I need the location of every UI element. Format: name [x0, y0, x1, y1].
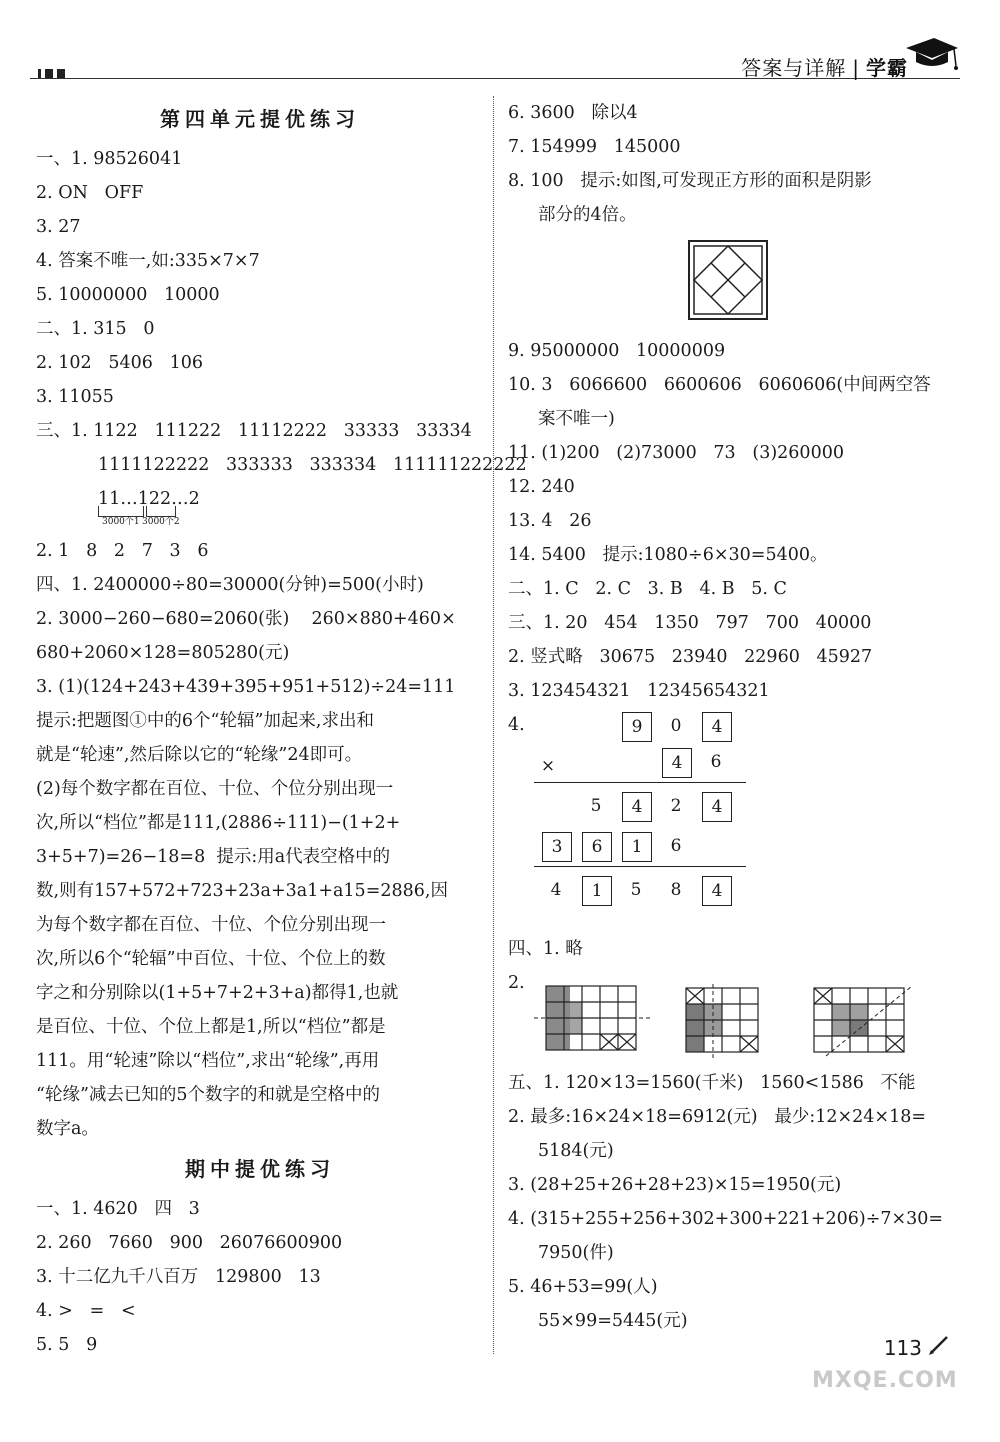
header-title: 答案与详解 | 学霸	[741, 56, 908, 80]
digit: 8	[670, 880, 682, 900]
answer-line: 3. 123454321 12345654321	[508, 681, 770, 701]
section-title-midterm: 期中提优练习	[185, 1157, 335, 1181]
answer-line: 2. 102 5406 106	[36, 353, 203, 373]
answer-line: 14. 5400 提示:1080÷6×30=5400。	[508, 545, 828, 565]
answer-line: 7. 154999 145000	[508, 137, 681, 157]
answer-line: 5. 46+53=99(人)	[508, 1277, 658, 1297]
underbrace-number: 11…122…2	[98, 489, 200, 509]
answer-line: 次,所以6个“轮辐”中百位、十位、个位上的数	[36, 949, 386, 969]
answer-line: 一、1. 98526041	[36, 149, 183, 169]
answer-line: 2. 3000−260−680=2060(张) 260×880+460×	[36, 609, 456, 629]
answer-line: 五、1. 120×13=1560(千米) 1560<1586 不能	[508, 1073, 916, 1093]
grid-figures	[508, 966, 958, 1066]
answer-line: 7950(件)	[538, 1243, 614, 1263]
answer-line: 111。用“轮速”除以“档位”,求出“轮缘”,再用	[36, 1051, 380, 1071]
answer-line: 是百位、十位、个位上都是1,所以“档位”都是	[36, 1017, 386, 1037]
underbrace-label-ones: 3000个1	[102, 517, 140, 527]
square-diagram	[688, 240, 768, 320]
digit-box: 1	[582, 876, 612, 906]
digit-box: 4	[702, 876, 732, 906]
answer-line: 1111122222 333333 333334 111111222222	[98, 455, 527, 475]
page-number: 113	[883, 1336, 922, 1360]
answer-line: 数字a。	[36, 1119, 99, 1139]
square-figure-box	[508, 232, 958, 334]
answer-line: 3. (1)(124+243+439+395+951+512)÷24=111	[36, 677, 456, 697]
left-column	[36, 96, 527, 1362]
brand-name: 学霸	[866, 56, 908, 80]
digit-box: 4	[702, 792, 732, 822]
answer-line: 5184(元)	[538, 1141, 614, 1161]
answer-line: 13. 4 26	[508, 511, 592, 531]
answer-line: 为每个数字都在百位、十位、个位分别出现一	[36, 915, 386, 935]
header-marks	[38, 64, 69, 83]
digit: 0	[670, 716, 682, 736]
answer-line: 4. > = <	[36, 1301, 136, 1321]
answer-line: 部分的4倍。	[538, 205, 637, 225]
question-number: 4.	[508, 715, 525, 735]
answer-line: 四、1. 2400000÷80=30000(分钟)=500(小时)	[36, 575, 424, 595]
answer-line: “轮缘”减去已知的5个数字的和就是空格中的	[36, 1085, 381, 1105]
answer-line: 55×99=5445(元)	[538, 1311, 688, 1331]
digit: 4	[550, 880, 562, 900]
answer-line: 9. 95000000 10000009	[508, 341, 726, 361]
answer-line: 2. 260 7660 900 26076600900	[36, 1233, 343, 1253]
answer-line: (2)每个数字都在百位、十位、个位分别出现一	[36, 779, 394, 799]
answer-line: 6. 3600 除以4	[508, 103, 638, 123]
answer-line: 二、1. C 2. C 3. B 4. B 5. C	[508, 579, 787, 599]
answer-line: 11. (1)200 (2)73000 73 (3)260000	[508, 443, 844, 463]
digit-box: 1	[622, 832, 652, 862]
answer-line: 5. 10000000 10000	[36, 285, 220, 305]
answer-line: 8. 100 提示:如图,可发现正方形的面积是阴影	[508, 171, 872, 191]
answer-line: 10. 3 6066600 6600606 6060606(中间两空答	[508, 375, 931, 395]
digit-box: 6	[582, 832, 612, 862]
answer-line: 二、1. 315 0	[36, 319, 155, 339]
right-column	[508, 96, 958, 1338]
grid-figure-1	[534, 984, 656, 1052]
answer-line: 4. 答案不唯一,如:335×7×7	[36, 251, 260, 271]
answer-line: 2. 最多:16×24×18=6912(元) 最少:12×24×18=	[508, 1107, 927, 1127]
digit: 2	[670, 796, 682, 816]
answer-line: 680+2060×128=805280(元)	[36, 643, 290, 663]
answer-line: 4. (315+255+256+302+300+221+206)÷7×30=	[508, 1209, 944, 1229]
answer-line: 字之和分别除以(1+5+7+2+3+a)都得1,也就	[36, 983, 399, 1003]
answer-line: 一、1. 4620 四 3	[36, 1199, 200, 1219]
digit-box: 4	[662, 748, 692, 778]
answer-line: 案不唯一)	[538, 409, 615, 429]
digit: 5	[590, 796, 602, 816]
grid-figure-3	[808, 984, 918, 1058]
digit-box: 4	[622, 792, 652, 822]
vertical-multiplication	[508, 708, 958, 932]
answer-line: 3. 十二亿九千八百万 129800 13	[36, 1267, 321, 1287]
answer-line: 三、1. 20 454 1350 797 700 40000	[508, 613, 872, 633]
underbrace-expression	[36, 482, 484, 534]
answer-line: 次,所以“档位”都是111,(2886÷111)−(1+2+	[36, 813, 401, 833]
answer-line: 3+5+7)=26−18=8 提示:用a代表空格中的	[36, 847, 391, 867]
digit: 6	[670, 836, 682, 856]
question-number: 2.	[508, 973, 525, 993]
answer-line: 3. 27	[36, 217, 81, 237]
underbrace-label-twos: 3000个2	[142, 517, 180, 527]
grid-figure-2	[680, 984, 772, 1058]
answer-line: 三、1. 1122 111222 11112222 33333 33334	[36, 421, 472, 441]
rule-line	[534, 866, 746, 867]
column-divider	[493, 96, 494, 1354]
answer-line: 5. 5 9	[36, 1335, 98, 1355]
times-sign: ×	[540, 756, 556, 776]
digit-box: 3	[542, 832, 572, 862]
digit: 6	[710, 752, 722, 772]
answer-line: 12. 240	[508, 477, 575, 497]
graduation-cap-icon	[904, 32, 960, 76]
answer-line: 2. 竖式略 30675 23940 22960 45927	[508, 647, 873, 667]
answer-line: 就是“轮速”,然后除以它的“轮缘”24即可。	[36, 745, 363, 765]
answer-line: 数,则有157+572+723+23a+3a1+a15=2886,因	[36, 881, 448, 901]
digit-box: 9	[622, 712, 652, 742]
rule-line	[534, 782, 746, 783]
answer-line: 2. ON OFF	[36, 183, 144, 203]
pencil-icon	[928, 1334, 950, 1356]
digit: 5	[630, 880, 642, 900]
watermark: MXQE.COM	[812, 1368, 958, 1393]
section-title-unit4: 第四单元提优练习	[160, 107, 360, 131]
answer-line: 3. (28+25+26+28+23)×15=1950(元)	[508, 1175, 842, 1195]
digit-box: 4	[702, 712, 732, 742]
answer-line: 2. 1 8 2 7 3 6	[36, 541, 209, 561]
answer-line: 提示:把题图①中的6个“轮辐”加起来,求出和	[36, 711, 374, 731]
answer-line: 四、1. 略	[508, 939, 583, 959]
answer-line: 3. 11055	[36, 387, 114, 407]
